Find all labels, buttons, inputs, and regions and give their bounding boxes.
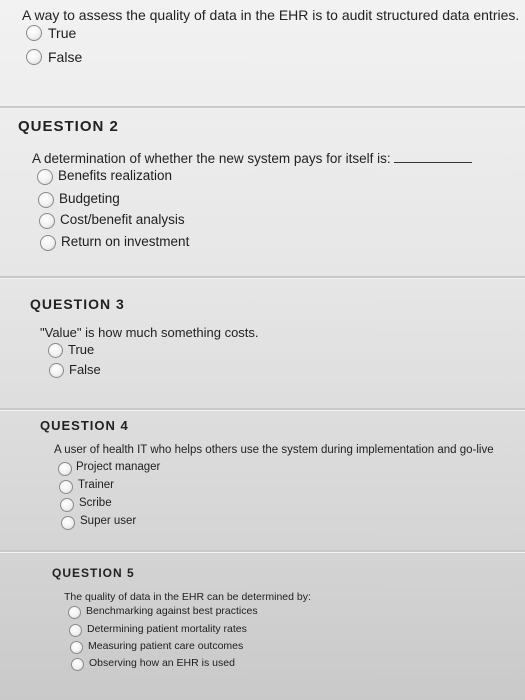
q4-option-project-manager-label: Project manager <box>76 461 161 473</box>
question-5-title: QUESTION 5 <box>52 566 135 580</box>
question-2-prompt: A determination of whether the new system pays for itself is: <box>32 151 391 166</box>
q4-option-trainer-radio[interactable] <box>59 480 73 494</box>
divider <box>0 408 525 411</box>
q4-option-scribe-label: Scribe <box>79 497 112 509</box>
q5-option-mortality-radio[interactable] <box>69 624 82 637</box>
q2-option-roi-radio[interactable] <box>40 235 56 251</box>
q5-option-observing-radio[interactable] <box>71 658 84 671</box>
q5-option-benchmarking-radio[interactable] <box>68 606 81 619</box>
question-1-text: A way to assess the quality of data in the EHR is to audit structured data entries. <box>22 7 520 23</box>
question-4-title: QUESTION 4 <box>40 418 129 433</box>
q2-option-cost-benefit-label: Cost/benefit analysis <box>60 212 185 227</box>
q5-option-benchmarking-label: Benchmarking against best practices <box>86 605 258 617</box>
q2-option-budgeting-label: Budgeting <box>59 191 120 206</box>
q2-option-roi-label: Return on investment <box>61 234 190 249</box>
q2-option-cost-benefit-radio[interactable] <box>39 213 55 229</box>
answer-blank <box>394 162 472 163</box>
q1-option-false-label: False <box>48 49 83 65</box>
q3-option-false-label: False <box>69 362 101 377</box>
q1-option-false-radio[interactable] <box>26 49 42 65</box>
question-3-text: "Value" is how much something costs. <box>40 325 259 340</box>
q3-option-true-label: True <box>68 342 95 357</box>
q4-option-project-manager-radio[interactable] <box>58 462 72 476</box>
q3-option-false-radio[interactable] <box>49 363 64 378</box>
q2-option-benefits-realization-radio[interactable] <box>37 169 53 185</box>
q2-option-budgeting-radio[interactable] <box>38 192 54 208</box>
q4-option-trainer-label: Trainer <box>78 479 114 491</box>
question-2-text <box>32 151 472 166</box>
question-3-title: QUESTION 3 <box>30 296 125 312</box>
q1-option-true-radio[interactable] <box>26 25 42 41</box>
q2-option-benefits-realization-label: Benefits realization <box>58 168 173 183</box>
q4-option-super-user-label: Super user <box>80 515 137 527</box>
q5-option-mortality-label: Determining patient mortality rates <box>87 623 247 635</box>
q4-option-scribe-radio[interactable] <box>60 498 74 512</box>
q5-option-observing-label: Observing how an EHR is used <box>89 657 235 669</box>
question-4-text: A user of health IT who helps others use the system during implementation and go-live <box>54 444 494 456</box>
q5-option-outcomes-label: Measuring patient care outcomes <box>88 640 244 652</box>
q5-option-outcomes-radio[interactable] <box>70 641 83 654</box>
q4-option-super-user-radio[interactable] <box>61 516 75 530</box>
q1-option-true-label: True <box>48 25 77 41</box>
question-5-text: The quality of data in the EHR can be determined by: <box>64 591 311 603</box>
divider <box>0 276 525 279</box>
question-2-title: QUESTION 2 <box>18 118 119 135</box>
divider <box>0 106 525 109</box>
q3-option-true-radio[interactable] <box>48 343 63 358</box>
divider <box>0 550 525 553</box>
